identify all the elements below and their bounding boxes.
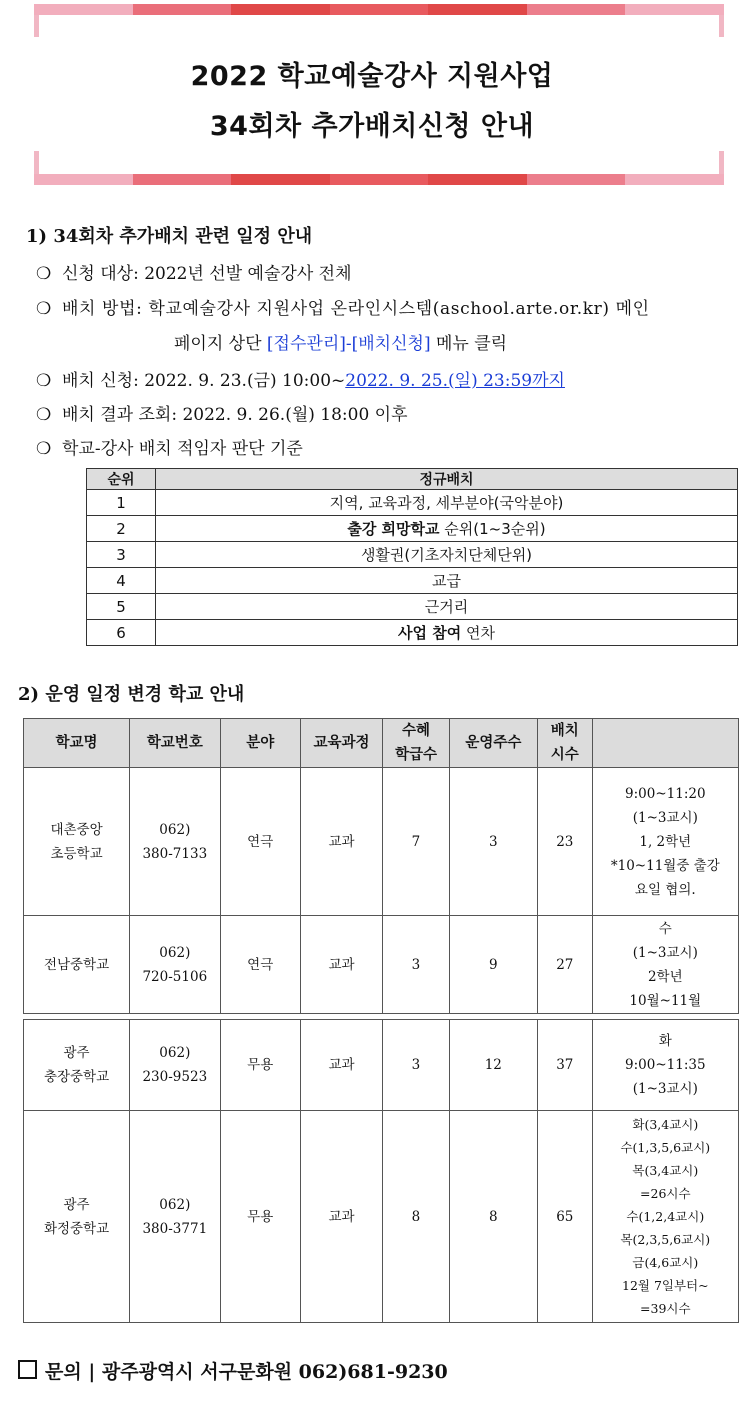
document-title-line1: 2022 학교예술강사 지원사업	[190, 61, 554, 92]
table-row	[24, 768, 739, 916]
course-cell: 교과	[300, 1111, 382, 1323]
criteria-text: 순위(1~3순위)	[439, 520, 546, 538]
classes-header-text: 수혜 학급수	[394, 722, 437, 763]
document-title-line2: 34회차 추가배치신청 안내	[209, 111, 535, 142]
target-text: 신청 대상: 2022년 선발 예술강사 전체	[62, 264, 352, 284]
school-name-header: 학교명	[24, 719, 130, 768]
note-cell: 9:00~11:20 (1~3교시) 1, 2학년 *10~11월중 출강 요일 협의.	[592, 768, 738, 916]
target-bullet	[36, 259, 352, 284]
rank-cell: 2	[87, 516, 156, 542]
classes-cell: 7	[383, 768, 449, 916]
method-line2-post: 메뉴 클릭	[430, 334, 508, 354]
menu-path-link[interactable]: [접수관리]-[배치신청]	[266, 334, 431, 354]
classes-header	[383, 719, 449, 768]
table-row	[87, 568, 738, 594]
school-name-cell: 광주 화정중학교	[24, 1111, 130, 1323]
top-right-frame-tick	[719, 15, 724, 37]
note-cell: 화 9:00~11:35 (1~3교시)	[592, 1020, 738, 1111]
rank-cell: 1	[87, 490, 156, 516]
table-row	[87, 594, 738, 620]
school-phone-cell: 062) 380-3771	[130, 1111, 220, 1323]
criteria-cell	[156, 568, 738, 594]
field-cell: 연극	[220, 768, 300, 916]
bottom-right-frame-tick	[719, 151, 724, 174]
school-phone-cell: 062) 230-9523	[130, 1020, 220, 1111]
school-phone-cell: 062) 380-7133	[130, 768, 220, 916]
criteria-cell	[156, 620, 738, 646]
bottom-decorative-band	[34, 174, 724, 185]
course-cell: 교과	[300, 1020, 382, 1111]
hours-cell: 65	[537, 1111, 592, 1323]
result-text: 배치 결과 조회: 2022. 9. 26.(월) 18:00 이후	[62, 405, 408, 425]
note-header	[592, 719, 738, 768]
contact-footer	[18, 1357, 448, 1384]
criteria-text: 연차	[461, 624, 495, 642]
apply-text: 배치 신청: 2022. 9. 23.(금) 10:00~	[62, 371, 346, 391]
criteria-table	[86, 468, 738, 646]
school-name-cell: 대촌중앙 초등학교	[24, 768, 130, 916]
rank-cell: 3	[87, 542, 156, 568]
hours-cell: 23	[537, 768, 592, 916]
school-name-cell: 광주 충장중학교	[24, 1020, 130, 1111]
criteria-cell	[156, 594, 738, 620]
apply-deadline-link[interactable]: 2022. 9. 25.(일) 23:59까지	[345, 371, 565, 391]
method-line2-pre: 페이지 상단	[174, 334, 267, 354]
criteria-cell	[156, 542, 738, 568]
square-checkbox-icon	[18, 1360, 37, 1379]
schools-table-continued	[23, 1019, 739, 1323]
criteria-text: 생활권(기초자치단체단위)	[360, 546, 533, 564]
weeks-cell: 12	[449, 1020, 537, 1111]
section1-heading	[26, 222, 312, 248]
criteria-bold-text: 사업 참여	[398, 624, 462, 642]
criteria-text: 지역, 교육과정, 세부분야(국악분야)	[329, 494, 564, 512]
schools-table	[23, 718, 739, 1014]
table-row	[24, 1111, 739, 1323]
school-number-header: 학교번호	[130, 719, 220, 768]
contact-separator: |	[88, 1361, 96, 1383]
weeks-header: 운영주수	[449, 719, 537, 768]
table-row	[87, 490, 738, 516]
table-row	[24, 916, 739, 1014]
hollow-circle-icon: ❍	[36, 299, 52, 319]
classes-cell: 8	[383, 1111, 449, 1323]
result-bullet	[36, 400, 408, 425]
criteria-cell	[156, 490, 738, 516]
hollow-circle-icon: ❍	[36, 439, 52, 459]
classes-cell: 3	[383, 1020, 449, 1111]
hours-header-text: 배치 시수	[550, 722, 579, 763]
section1-title: 34회차 추가배치 관련 일정 안내	[53, 226, 313, 247]
school-name-cell: 전남중학교	[24, 916, 130, 1014]
school-phone-cell: 062) 720-5106	[130, 916, 220, 1014]
criteria-text: 학교-강사 배치 적임자 판단 기준	[62, 439, 303, 459]
method-bullet	[36, 294, 650, 319]
classes-cell: 3	[383, 916, 449, 1014]
field-cell: 무용	[220, 1020, 300, 1111]
note-cell: 수 (1~3교시) 2학년 10월~11월	[592, 916, 738, 1014]
weeks-cell: 8	[449, 1111, 537, 1323]
top-decorative-band	[34, 4, 724, 15]
section2-number: 2)	[18, 684, 40, 705]
hours-cell: 27	[537, 916, 592, 1014]
course-cell: 교과	[300, 768, 382, 916]
section2-heading	[18, 680, 244, 706]
hours-cell: 37	[537, 1020, 592, 1111]
table-row	[87, 542, 738, 568]
method-text: 배치 방법: 학교예술강사 지원사업 온라인시스템(aschool.arte.or.kr) 메인	[62, 299, 650, 319]
course-cell: 교과	[300, 916, 382, 1014]
section1-number: 1)	[26, 226, 48, 247]
hours-header	[537, 719, 592, 768]
apply-bullet	[36, 366, 565, 391]
rank-cell: 6	[87, 620, 156, 646]
hollow-circle-icon: ❍	[36, 371, 52, 391]
weeks-cell: 3	[449, 768, 537, 916]
rank-header: 순위	[87, 469, 156, 490]
criteria-cell	[156, 516, 738, 542]
course-header: 교육과정	[300, 719, 382, 768]
field-cell: 무용	[220, 1111, 300, 1323]
bottom-left-frame-tick	[34, 151, 39, 174]
field-header: 분야	[220, 719, 300, 768]
weeks-cell: 9	[449, 916, 537, 1014]
table-row	[87, 516, 738, 542]
section2-title: 운영 일정 변경 학교 안내	[45, 684, 245, 705]
top-left-frame-tick	[34, 15, 39, 37]
criteria-text: 교급	[432, 572, 461, 590]
criteria-text: 근거리	[424, 598, 469, 616]
criteria-bullet	[36, 434, 303, 459]
schools-header-row	[24, 719, 739, 768]
field-cell: 연극	[220, 916, 300, 1014]
placement-header: 정규배치	[156, 469, 738, 490]
contact-info: 광주광역시 서구문화원 062)681-9230	[101, 1361, 448, 1383]
table-row	[87, 620, 738, 646]
contact-label: 문의	[45, 1361, 82, 1383]
hollow-circle-icon: ❍	[36, 264, 52, 284]
criteria-header-row	[87, 469, 738, 490]
rank-cell: 4	[87, 568, 156, 594]
rank-cell: 5	[87, 594, 156, 620]
hollow-circle-icon: ❍	[36, 405, 52, 425]
note-cell: 화(3,4교시) 수(1,3,5,6교시) 목(3,4교시) =26시수 수(1,2,4교시) 목(2,3,5,6교시) 금(4,6교시) 12월 7일부터~ =39시수	[592, 1111, 738, 1323]
method-continuation	[174, 329, 507, 354]
criteria-bold-text: 출강 희망학교	[347, 520, 440, 538]
table-row	[24, 1020, 739, 1111]
